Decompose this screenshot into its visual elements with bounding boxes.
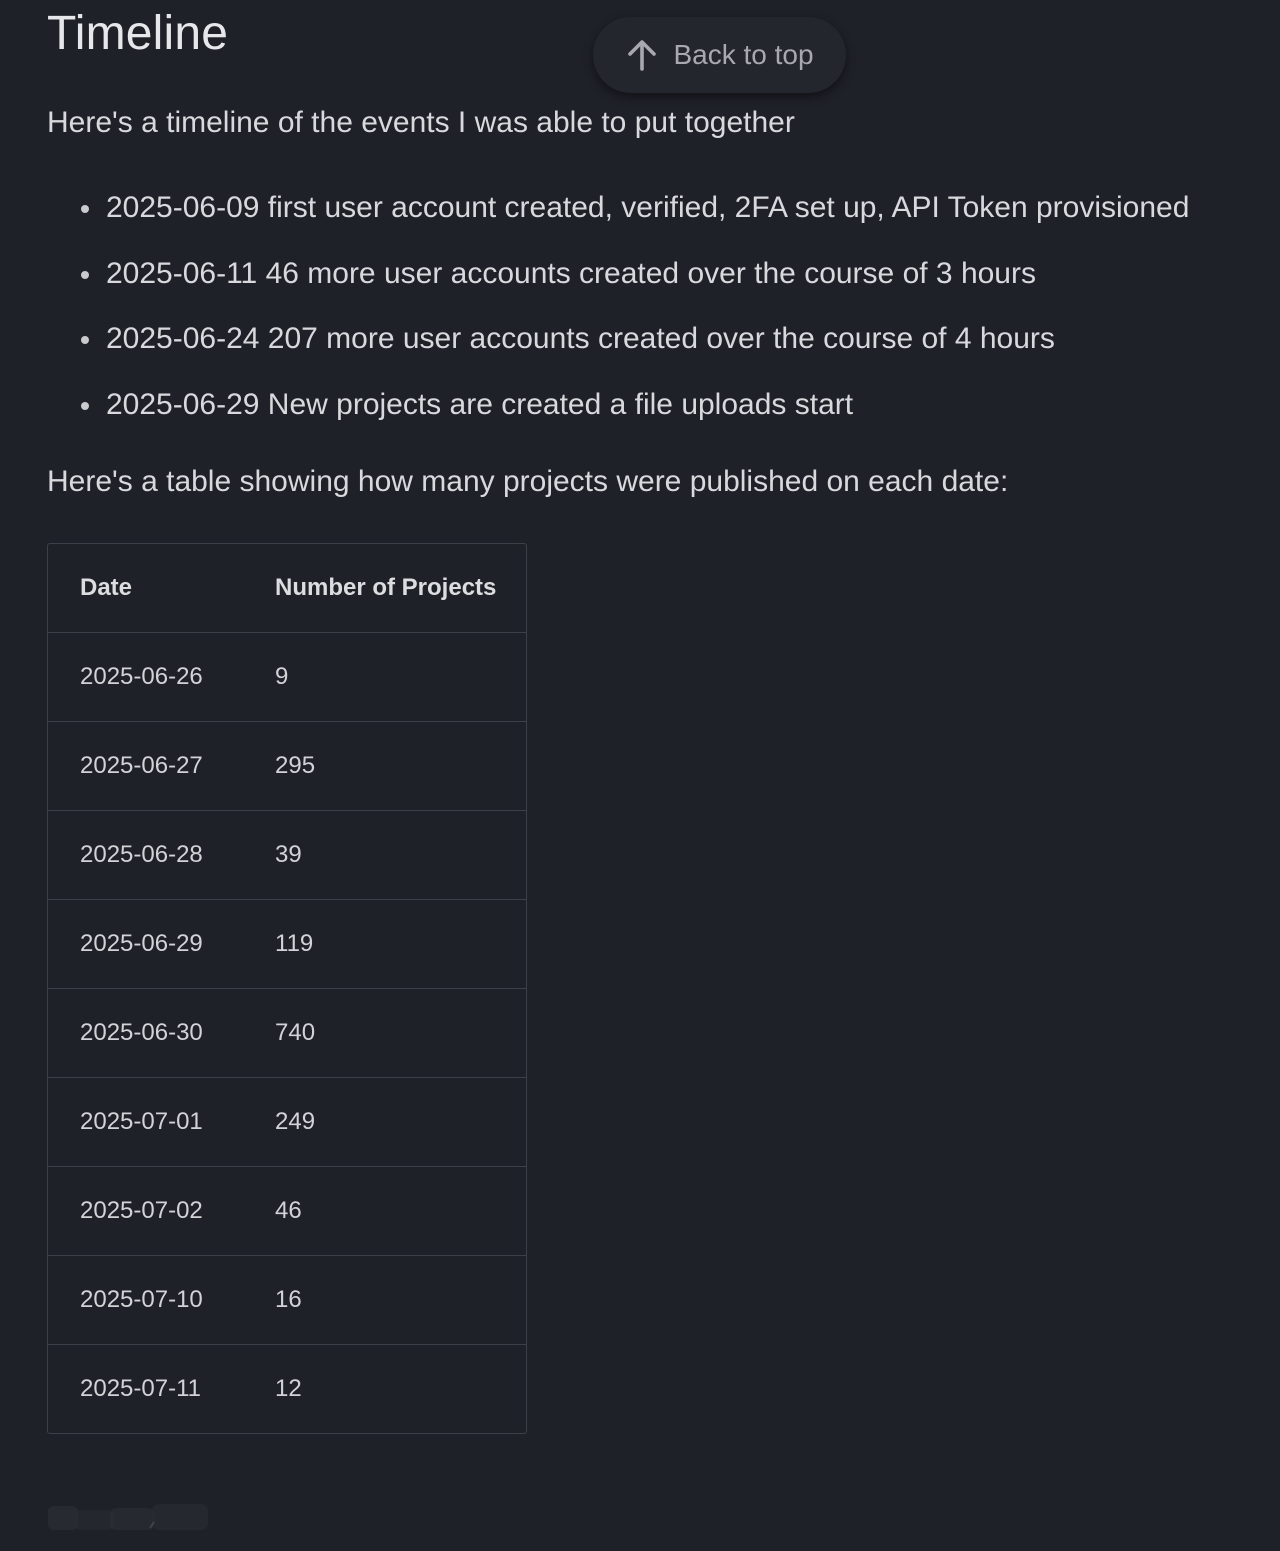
column-header-count: Number of Projects [275, 544, 526, 633]
table-row [48, 989, 526, 1078]
timeline-intro: Here's a timeline of the events I was able to put together [47, 106, 795, 139]
date-cell: 2025-06-26 [48, 633, 275, 722]
table-row [48, 633, 526, 722]
count-cell: 295 [275, 722, 526, 811]
list-item [74, 378, 1189, 444]
count-cell: 39 [275, 811, 526, 900]
list-item [74, 181, 1189, 247]
back-to-top-button[interactable] [593, 17, 846, 93]
blurred-signature-image [48, 1500, 210, 1536]
count-cell: 249 [275, 1078, 526, 1167]
table-intro: Here's a table showing how many projects were published on each date: [47, 465, 1009, 498]
count-cell: 46 [275, 1167, 526, 1256]
date-cell: 2025-07-01 [48, 1078, 275, 1167]
table-row [48, 900, 526, 989]
table-row [48, 722, 526, 811]
date-cell: 2025-06-28 [48, 811, 275, 900]
table-row [48, 811, 526, 900]
date-cell: 2025-06-30 [48, 989, 275, 1078]
back-to-top-label: Back to top [673, 39, 814, 70]
date-cell: 2025-07-10 [48, 1256, 275, 1345]
event-text: 2025-06-11 46 more user accounts created over the course of 3 hours [106, 256, 1036, 290]
table-row [48, 1345, 526, 1434]
date-cell: 2025-06-27 [48, 722, 275, 811]
count-cell: 16 [275, 1256, 526, 1345]
count-cell: 12 [275, 1375, 302, 1402]
count-cell: 119 [275, 900, 526, 989]
date-cell: 2025-07-02 [48, 1167, 275, 1256]
event-list [74, 181, 1189, 443]
event-text: 2025-06-09 first user account created, verified, 2FA set up, API Token provisioned [106, 191, 1190, 224]
arrow-up-icon [625, 38, 659, 72]
list-item [74, 312, 1189, 378]
list-item [74, 247, 1189, 313]
date-cell: 2025-06-29 [48, 900, 275, 989]
bullet-icon [81, 336, 89, 344]
date-cell: 2025-07-11 [80, 1375, 201, 1402]
table-row [48, 1078, 526, 1167]
count-cell: 9 [275, 633, 526, 722]
column-header-date: Date [48, 544, 275, 633]
table-header-row [48, 544, 526, 633]
projects-table [47, 543, 527, 1434]
bullet-icon [81, 205, 89, 213]
event-text: 2025-06-24 207 more user accounts created over the course of 4 hours [106, 322, 1055, 355]
bullet-icon [81, 402, 89, 410]
table-row [48, 1256, 526, 1345]
table-row [48, 1167, 526, 1256]
bullet-icon [81, 271, 89, 279]
count-cell: 740 [275, 989, 526, 1078]
section-title: Timeline [47, 7, 229, 60]
event-text: 2025-06-29 New projects are created a file uploads start [106, 387, 854, 421]
